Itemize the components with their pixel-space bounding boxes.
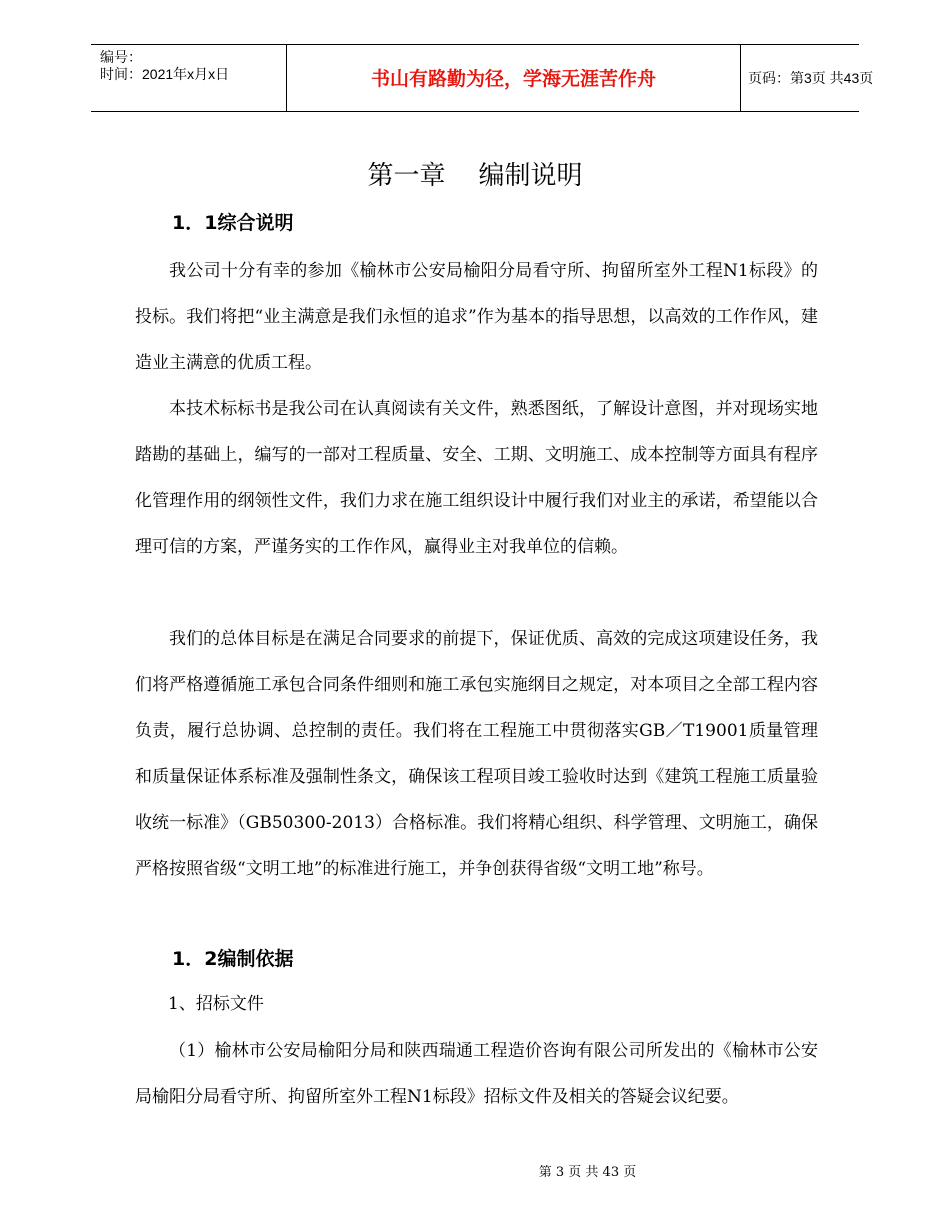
paragraph-2: 本技术标标书是我公司在认真阅读有关文件，熟悉图纸，了解设计意图，并对现场实地踏勘的基础上，编写的一部对工程质量、安全、工期、文明施工、成本控制等方面具有程序化管理作用的纲领性文件，我们力求在施工组织设计中履行我们对业主的承诺，希望能以合理可信的方案，严谨务实的工作作风，赢得业主对我单位的信赖。 (135, 399, 818, 557)
header-slogan: 书山有路勤为径，学海无涯苦作舟 (370, 68, 656, 90)
document-number: 编号： (100, 49, 142, 65)
chapter-title: 第一章 编制说明 (367, 161, 583, 191)
paragraph-1: 我公司十分有幸的参加《榆林市公安局榆阳分局看守所、拘留所室外工程N1标段》的投标。我们将把“业主满意是我们永恒的追求”作为基本的指导思想，以高效的工作作风，建造业主满意的优质工程。 (135, 261, 818, 373)
paragraph-3: 我们的总体目标是在满足合同要求的前提下，保证优质、高效的完成这项建设任务，我们将严格遵循施工承包合同条件细则和施工承包实施纲目之规定，对本项目之全部工程内容负责，履行总协调、总控制的责任。我们将在工程施工中贯彻落实GB／T19001质量管理和质量保证体系标准及强制性条文，确保该工程项目竣工验收时达到《建筑工程施工质量验收统一标准》（GB50300-2013）合格标准。我们将精心组织、科学管理、文明施工，确保严格按照省级“文明工地”的标准进行施工，并争创获得省级“文明工地”称号。 (135, 629, 818, 879)
header-info-cell (91, 45, 286, 111)
page-footer: 第 3 页 共 43 页 (538, 1165, 637, 1180)
header-slogan-cell (286, 45, 741, 111)
document-date: 时间：2021年x月x日 (100, 66, 230, 82)
section-heading-1-1: 1．1综合说明 (172, 212, 294, 234)
section-heading-1-2: 1．2编制依据 (172, 948, 294, 970)
header-page-code: 页码：第3页 共43页 (748, 70, 874, 86)
header-page-cell (740, 45, 874, 111)
document-header (91, 44, 874, 112)
list-item-tender-documents: 1、招标文件 (168, 994, 264, 1014)
paragraph-tender-source: （1）榆林市公安局榆阳分局和陕西瑞通工程造价咨询有限公司所发出的《榆林市公安局榆阳分局看守所、拘留所室外工程N1标段》招标文件及相关的答疑会议纪要。 (135, 1041, 818, 1107)
